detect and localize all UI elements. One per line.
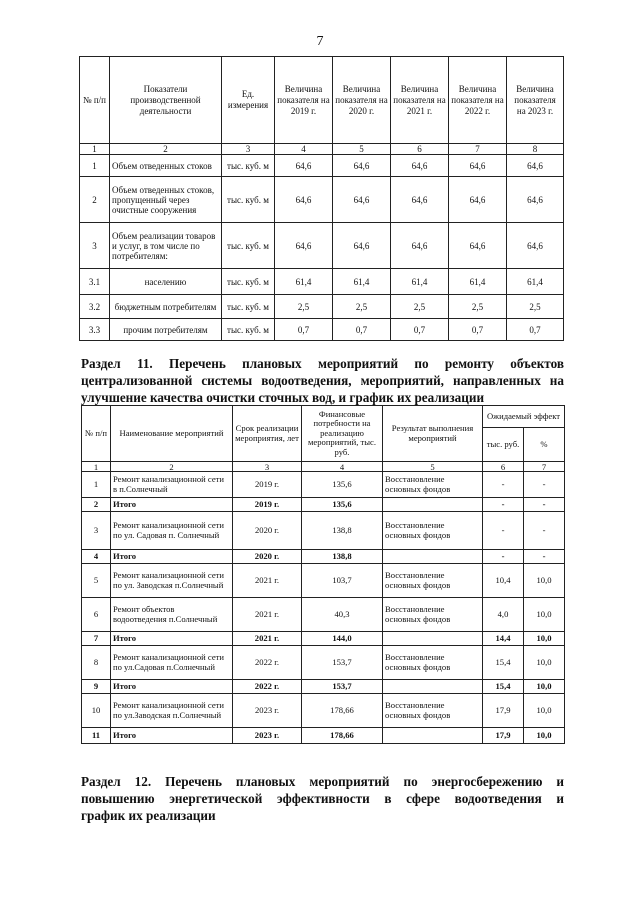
col-number: 6	[391, 144, 449, 155]
table-cell: 64,6	[275, 155, 333, 177]
table-cell: 178,66	[302, 694, 383, 728]
table-cell: 9	[82, 680, 111, 694]
table-cell: 61,4	[333, 269, 391, 295]
table-cell: тыс. куб. м	[222, 269, 275, 295]
table-cell: 64,6	[275, 177, 333, 223]
table-cell: 2,5	[449, 295, 507, 319]
table-cell: 4	[82, 550, 111, 564]
table-row	[82, 472, 565, 498]
header-unit: Ед. измерения	[222, 57, 275, 144]
table-cell: Объем отведенных стоков	[110, 155, 222, 177]
table-row	[82, 646, 565, 680]
table-row	[80, 177, 564, 223]
table-cell: Итого	[111, 728, 233, 744]
table-cell: 2021 г.	[233, 598, 302, 632]
table-cell: 64,6	[333, 223, 391, 269]
table-cell: 1	[80, 155, 110, 177]
heading-line: улучшение качества очистки сточных вод, и график их реализации	[81, 390, 485, 405]
table-cell: 61,4	[391, 269, 449, 295]
section-11-heading	[81, 355, 564, 406]
heading-line: повышению энергетической эффективности в сфере водоотведения и	[81, 791, 564, 806]
total-row	[82, 550, 565, 564]
table-cell: 178,66	[302, 728, 383, 744]
table-cell: 2023 г.	[233, 728, 302, 744]
header-name: Наименование мероприятий	[111, 406, 233, 462]
table-cell: Ремонт канализационной сети в п.Солнечный	[111, 472, 233, 498]
table1-colnum-row	[80, 144, 564, 155]
table-cell: -	[483, 550, 524, 564]
table-cell: Итого	[111, 550, 233, 564]
table-cell: 2,5	[391, 295, 449, 319]
table-cell: 2021 г.	[233, 632, 302, 646]
table-cell: Объем реализации товаров и услуг, в том числе по потребителям:	[110, 223, 222, 269]
table-cell: 2020 г.	[233, 512, 302, 550]
col-number: 5	[333, 144, 391, 155]
col-number: 3	[222, 144, 275, 155]
table-cell: Восстановление основных фондов	[383, 472, 483, 498]
table-cell: Объем отведенных стоков, пропущенный через очистные сооружения	[110, 177, 222, 223]
table-cell: Ремонт канализационной сети по ул. Заводская п.Солнечный	[111, 564, 233, 598]
table-cell: Восстановление основных фондов	[383, 512, 483, 550]
table-row	[80, 223, 564, 269]
table-row	[82, 512, 565, 550]
table-row	[80, 269, 564, 295]
table-cell	[383, 498, 483, 512]
table-cell: 2,5	[275, 295, 333, 319]
table-cell: -	[483, 512, 524, 550]
table-cell: 144,0	[302, 632, 383, 646]
table-cell: 64,6	[275, 223, 333, 269]
table-cell: тыс. куб. м	[222, 295, 275, 319]
col-number: 4	[275, 144, 333, 155]
table-cell: 135,6	[302, 472, 383, 498]
table-cell: Ремонт канализационной сети по ул. Садовая п. Солнечный	[111, 512, 233, 550]
table-cell: 103,7	[302, 564, 383, 598]
table-cell: 11	[82, 728, 111, 744]
col-number: 5	[383, 462, 483, 472]
total-row	[82, 632, 565, 646]
table-cell: Ремонт канализационной сети по ул.Заводская п.Солнечный	[111, 694, 233, 728]
header-result: Результат выполнения мероприятий	[383, 406, 483, 462]
table-cell: -	[483, 472, 524, 498]
heading-line: Раздел 11. Перечень плановых мероприятий по ремонту объектов	[81, 356, 564, 371]
col-number: 7	[449, 144, 507, 155]
table-cell: 3	[82, 512, 111, 550]
table-cell: 153,7	[302, 680, 383, 694]
header-2021: Величина показателя на 2021 г.	[391, 57, 449, 144]
table-cell: 2019 г.	[233, 472, 302, 498]
table-row	[82, 564, 565, 598]
col-number: 4	[302, 462, 383, 472]
table-cell: 64,6	[507, 177, 564, 223]
table-cell: тыс. куб. м	[222, 319, 275, 341]
table-cell: тыс. куб. м	[222, 177, 275, 223]
table-cell: 17,9	[483, 728, 524, 744]
header-effect-pct: %	[524, 428, 565, 462]
header-num: № п/п	[80, 57, 110, 144]
repair-measures-table	[81, 405, 565, 744]
table-cell: прочим потребителям	[110, 319, 222, 341]
header-effect: Ожидаемый эффект	[483, 406, 565, 428]
table-cell: 5	[82, 564, 111, 598]
table-cell: населению	[110, 269, 222, 295]
table-cell: 64,6	[333, 155, 391, 177]
table-cell: 0,7	[449, 319, 507, 341]
header-2020: Величина показателя на 2020 г.	[333, 57, 391, 144]
table-cell: 61,4	[275, 269, 333, 295]
col-number: 7	[524, 462, 565, 472]
table-cell: 2022 г.	[233, 680, 302, 694]
table-cell: 40,3	[302, 598, 383, 632]
page-number: 7	[316, 34, 324, 49]
table-cell: 64,6	[333, 177, 391, 223]
table-cell: 10,0	[524, 632, 565, 646]
table2-colnum-row	[82, 462, 565, 472]
table-cell: 0,7	[507, 319, 564, 341]
table-cell: 7	[82, 632, 111, 646]
col-number: 6	[483, 462, 524, 472]
table-cell: 2	[82, 498, 111, 512]
table-cell: 138,8	[302, 550, 383, 564]
table-row	[80, 155, 564, 177]
heading-line: график их реализации	[81, 808, 216, 823]
table-cell: 10,0	[524, 646, 565, 680]
table-cell: Ремонт канализационной сети по ул.Садовая п.Солнечный	[111, 646, 233, 680]
total-row	[82, 498, 565, 512]
table-cell: 10,4	[483, 564, 524, 598]
col-number: 2	[110, 144, 222, 155]
table1-header-row	[80, 57, 564, 144]
table-cell: 10,0	[524, 694, 565, 728]
table-cell: 64,6	[449, 177, 507, 223]
table-cell: -	[483, 498, 524, 512]
table-cell: 0,7	[391, 319, 449, 341]
table-cell: 2023 г.	[233, 694, 302, 728]
table-cell: Восстановление основных фондов	[383, 646, 483, 680]
header-2023: Величина показателя на 2023 г.	[507, 57, 564, 144]
table-cell: 3	[80, 223, 110, 269]
table-row	[80, 319, 564, 341]
table-cell: Итого	[111, 498, 233, 512]
table-cell: бюджетным потребителям	[110, 295, 222, 319]
table-cell: 6	[82, 598, 111, 632]
table-cell: 64,6	[449, 155, 507, 177]
table-cell: -	[524, 512, 565, 550]
table-cell: 10,0	[524, 598, 565, 632]
table-cell: Восстановление основных фондов	[383, 694, 483, 728]
table-cell: 4,0	[483, 598, 524, 632]
table-row	[82, 598, 565, 632]
header-term: Срок реализации мероприятия, лет	[233, 406, 302, 462]
heading-line: централизованной системы водоотведения, мероприятий, направленных на	[81, 373, 564, 388]
table-cell: 10	[82, 694, 111, 728]
table-cell: 64,6	[449, 223, 507, 269]
table-cell: Ремонт объектов водоотведения п.Солнечный	[111, 598, 233, 632]
table-cell	[383, 550, 483, 564]
header-num: № п/п	[82, 406, 111, 462]
table-cell: Восстановление основных фондов	[383, 598, 483, 632]
table-cell: тыс. куб. м	[222, 223, 275, 269]
table-cell: 61,4	[449, 269, 507, 295]
col-number: 3	[233, 462, 302, 472]
table-cell: 3.2	[80, 295, 110, 319]
table-cell	[383, 632, 483, 646]
total-row	[82, 728, 565, 744]
table-cell: 64,6	[391, 223, 449, 269]
section-12-heading	[81, 773, 564, 824]
table-cell: 61,4	[507, 269, 564, 295]
table-cell: 64,6	[507, 223, 564, 269]
col-number: 2	[111, 462, 233, 472]
table-cell: 14,4	[483, 632, 524, 646]
table-cell: 2021 г.	[233, 564, 302, 598]
table-cell: -	[524, 472, 565, 498]
table-cell: Итого	[111, 632, 233, 646]
table-cell: Итого	[111, 680, 233, 694]
table-cell: 153,7	[302, 646, 383, 680]
table-cell: -	[524, 498, 565, 512]
header-finance: Финансовые потребности на реализацию мероприятий, тыс. руб.	[302, 406, 383, 462]
table-cell: Восстановление основных фондов	[383, 564, 483, 598]
table-cell: 8	[82, 646, 111, 680]
table-cell: 10,0	[524, 564, 565, 598]
table-cell: 10,0	[524, 728, 565, 744]
table-cell: 2022 г.	[233, 646, 302, 680]
table-cell: 64,6	[391, 177, 449, 223]
table-cell: 2020 г.	[233, 550, 302, 564]
table2-header-row	[82, 406, 565, 428]
table-cell: -	[524, 550, 565, 564]
table-cell	[383, 728, 483, 744]
header-effect-rub: тыс. руб.	[483, 428, 524, 462]
table-cell: 64,6	[507, 155, 564, 177]
production-indicators-table	[79, 56, 564, 341]
header-2022: Величина показателя на 2022 г.	[449, 57, 507, 144]
table-cell: 138,8	[302, 512, 383, 550]
table-row	[80, 295, 564, 319]
table-cell: 0,7	[333, 319, 391, 341]
table-cell: 17,9	[483, 694, 524, 728]
table-cell: 10,0	[524, 680, 565, 694]
table-cell	[383, 680, 483, 694]
table-cell: тыс. куб. м	[222, 155, 275, 177]
table-cell: 2,5	[507, 295, 564, 319]
table-cell: 64,6	[391, 155, 449, 177]
heading-line: Раздел 12. Перечень плановых мероприятий по энергосбережению и	[81, 774, 564, 789]
table-cell: 2,5	[333, 295, 391, 319]
col-number: 1	[80, 144, 110, 155]
total-row	[82, 680, 565, 694]
table-cell: 15,4	[483, 646, 524, 680]
table-row	[82, 694, 565, 728]
header-2019: Величина показателя на 2019 г.	[275, 57, 333, 144]
table-cell: 2	[80, 177, 110, 223]
col-number: 8	[507, 144, 564, 155]
table-cell: 3.1	[80, 269, 110, 295]
table-cell: 15,4	[483, 680, 524, 694]
col-number: 1	[82, 462, 111, 472]
header-indicator: Показатели производственной деятельности	[110, 57, 222, 144]
table-cell: 135,6	[302, 498, 383, 512]
table-cell: 3.3	[80, 319, 110, 341]
table-cell: 0,7	[275, 319, 333, 341]
table-cell: 2019 г.	[233, 498, 302, 512]
table-cell: 1	[82, 472, 111, 498]
